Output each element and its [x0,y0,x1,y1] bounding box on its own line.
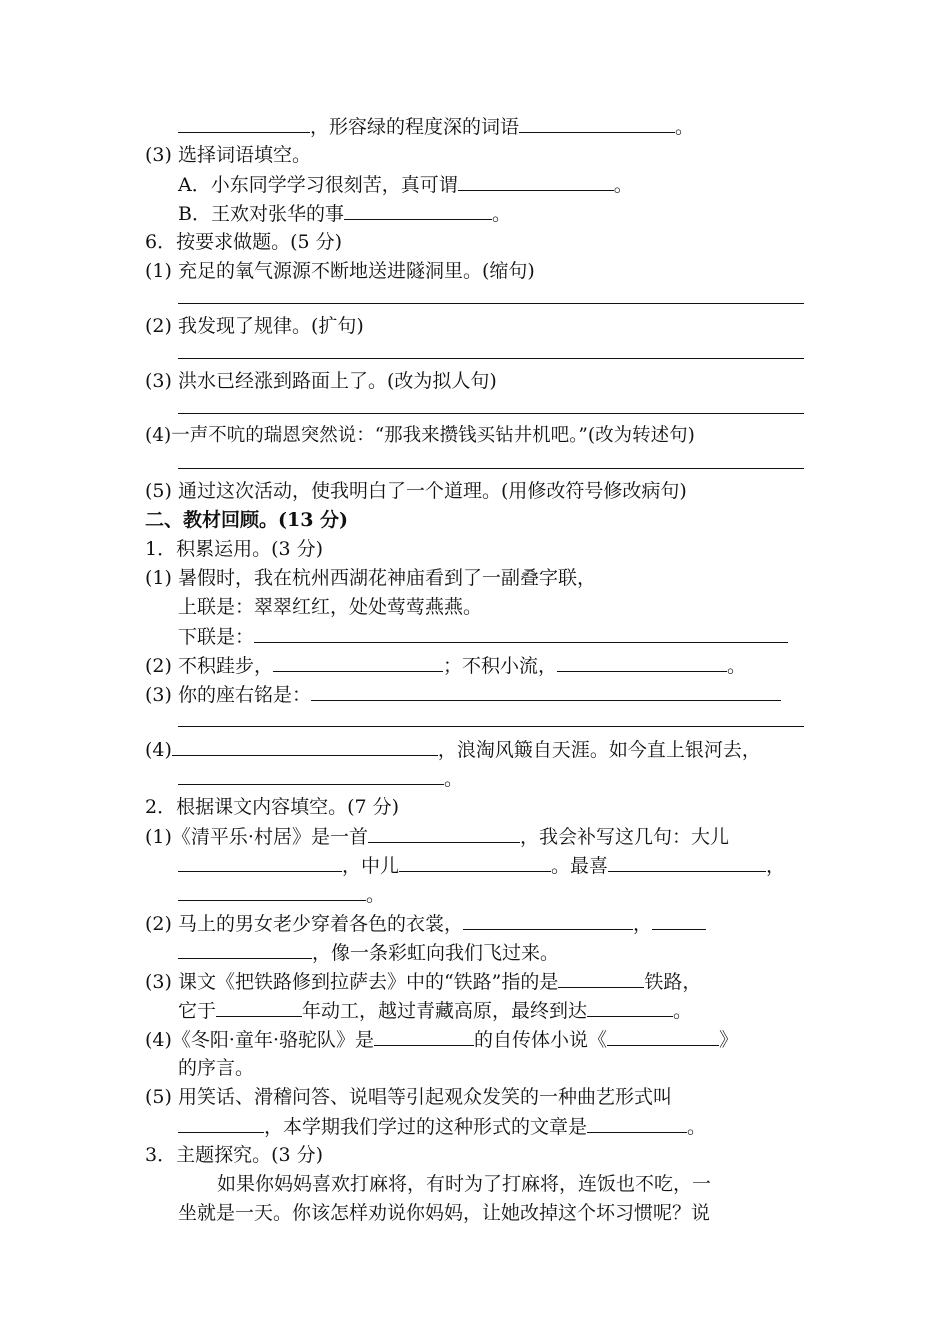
question-2-1-cont2: 。 [178,881,385,907]
question-1-4-cont: 。 [178,765,463,791]
option-a: A．小东同学学习很刻苦，真可谓 。 [178,171,633,197]
answer-blank[interactable] [178,852,342,872]
question-3-prompt: 如果你妈妈喜欢打麻将，有时为了打麻将，连饭也不吃，一 [217,1173,712,1195]
answer-blank[interactable] [172,736,438,756]
answer-blank[interactable] [178,881,366,901]
answer-blank[interactable] [458,171,614,191]
section-2-heading: 二、教材回顾。(13 分) [145,509,349,531]
answer-line[interactable] [178,413,804,414]
question-6-3: (3) 洪水已经涨到路面上了。(改为拟人句) [145,370,497,392]
question-1-3: (3) 你的座右铭是： [145,681,781,707]
answer-blank[interactable] [311,681,781,701]
question-6-2: (2) 我发现了规律。(扩句) [145,315,364,337]
section-6-heading: 6．按要求做题。(5 分) [145,231,343,253]
part-1-heading: 1．积累运用。(3 分) [145,538,324,560]
question-2-4: (4)《冬阳·童年·骆驼队》是 的自传体小说《 》 [145,1026,738,1052]
couplet-upper: 上联是：翠翠红红，处处莺莺燕燕。 [178,596,483,618]
option-b: B．王欢对张华的事 。 [178,200,511,226]
answer-blank[interactable] [608,852,766,872]
question-1-2: (2) 不积跬步， ；不积小流， 。 [145,652,746,678]
question-2-2: (2) 马上的男女老少穿着各色的衣裳， ， [145,910,706,936]
question-2-2-cont: ，像一条彩虹向我们飞过来。 [178,939,559,965]
question-3-prompt-cont: 坐就是一天。你该怎样劝说你妈妈，让她改掉这个坏习惯呢？说 [178,1202,711,1224]
answer-blank[interactable] [178,939,312,959]
part-2-heading: 2．根据课文内容填空。(7 分) [145,796,400,818]
question-2-3: (3) 课文《把铁路修到拉萨去》中的“铁路”指的是 铁路， [145,968,701,994]
couplet-lower: 下联是： [178,623,788,649]
question-2-1: (1)《清平乐·村居》是一首 ，我会补写这几句：大儿 [145,823,729,849]
answer-blank[interactable] [216,997,302,1017]
answer-blank[interactable] [344,200,492,220]
question-2-5: (5) 用笑话、滑稽问答、说唱等引起观众发笑的一种曲艺形式叫 [145,1086,672,1108]
answer-blank[interactable] [374,1026,474,1046]
question-2-1-cont: ，中儿 。最喜 ， [178,852,785,878]
question-2-5-cont: ，本学期我们学过的这种形式的文章是 。 [178,1113,706,1139]
answer-blank[interactable] [178,113,310,133]
answer-blank[interactable] [463,910,633,930]
answer-blank[interactable] [587,997,673,1017]
answer-blank[interactable] [178,1113,264,1133]
answer-blank[interactable] [178,765,444,785]
answer-blank[interactable] [652,910,706,930]
answer-blank[interactable] [368,823,520,843]
answer-line[interactable] [178,358,804,359]
answer-blank[interactable] [519,113,675,133]
answer-blank[interactable] [587,1113,687,1133]
question-6-1: (1) 充足的氧气源源不断地送进隧洞里。(缩句) [145,260,535,282]
question-6-5: (5) 通过这次活动，使我明白了一个道理。(用修改符号修改病句) [145,480,687,502]
answer-blank[interactable] [254,623,788,643]
question-1-1: (1) 暑假时，我在杭州西湖花神庙看到了一副叠字联， [145,567,596,589]
question-2-3-cont: 它于 年动工，越过青藏高原，最终到达 。 [178,997,692,1023]
answer-blank[interactable] [558,968,644,988]
answer-blank[interactable] [399,852,551,872]
part-3-heading: 3．主题探究。(3 分) [145,1144,324,1166]
answer-blank[interactable] [607,1026,719,1046]
question-5-3: (3) 选择词语填空。 [145,144,311,166]
answer-line[interactable] [178,303,804,304]
question-2-4-cont: 的序言。 [178,1057,255,1079]
question-1-4: (4) ，浪淘风簸自天涯。如今直上银河去， [145,736,761,762]
answer-blank[interactable] [557,652,727,672]
question-6-4: (4)一声不吭的瑞恩突然说：“那我来攒钱买钻井机吧。”(改为转述句) [145,425,695,446]
answer-line[interactable] [178,726,804,727]
line-adjective-words: ，形容绿的程度深的词语 。 [178,113,694,139]
answer-blank[interactable] [273,652,443,672]
answer-line[interactable] [178,468,804,469]
